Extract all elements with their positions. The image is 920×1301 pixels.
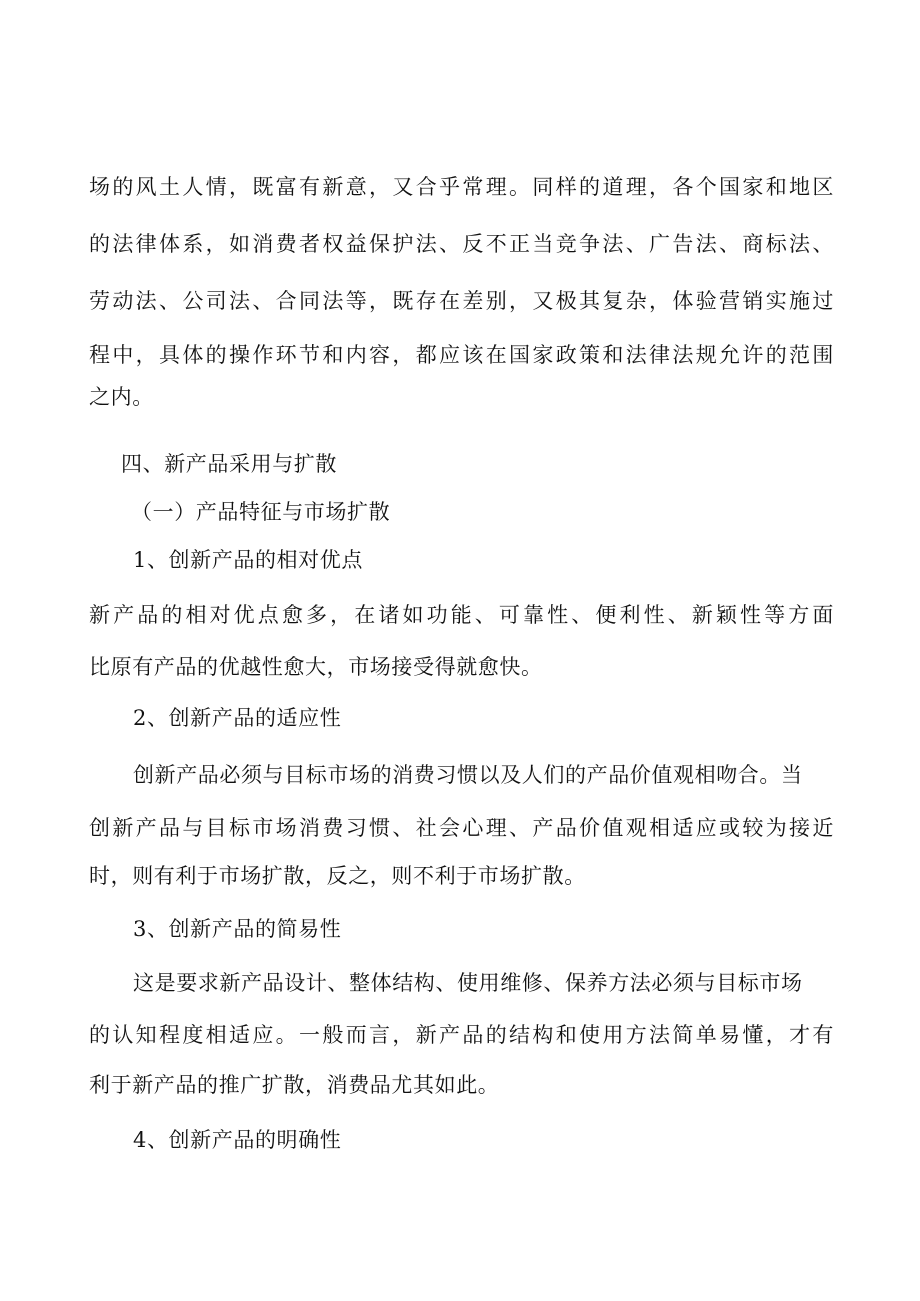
paragraph-line: 的法律体系，如消费者权益保护法、反不正当竞争法、广告法、商标法、 [89,232,834,256]
subsection-heading: （一）产品特征与市场扩散 [131,500,391,524]
paragraph-line: 创新产品与目标市场消费习惯、社会心理、产品价值观相适应或较为接近 [89,816,834,840]
section-heading: 四、新产品采用与扩散 [121,452,337,476]
paragraph-line: 劳动法、公司法、合同法等，既存在差别，又极其复杂，体验营销实施过 [89,289,834,313]
paragraph-line: 时，则有利于市场扩散，反之，则不利于市场扩散。 [89,864,586,888]
item-1-heading: 1、创新产品的相对优点 [133,548,363,572]
paragraph-line: 场的风土人情，既富有新意，又合乎常理。同样的道理，各个国家和地区 [89,175,834,199]
paragraph-line: 之内。 [89,385,154,409]
item-2-heading: 2、创新产品的适应性 [133,706,342,730]
paragraph-line: 程中，具体的操作环节和内容，都应该在国家政策和法律法规允许的范围 [89,343,834,367]
paragraph-line: 比原有产品的优越性愈大，市场接受得就愈快。 [89,655,543,679]
paragraph-line: 创新产品必须与目标市场的消费习惯以及人们的产品价值观相吻合。当 [133,763,803,787]
item-4-heading: 4、创新产品的明确性 [133,1128,342,1152]
paragraph-line: 的认知程度相适应。一般而言，新产品的结构和使用方法简单易懂，才有 [89,1023,834,1047]
paragraph-line: 利于新产品的推广扩散，消费品尤其如此。 [89,1073,500,1097]
paragraph-line: 新产品的相对优点愈多，在诸如功能、可靠性、便利性、新颖性等方面 [89,603,834,627]
paragraph-line: 这是要求新产品设计、整体结构、使用维修、保养方法必须与目标市场 [133,971,803,995]
item-3-heading: 3、创新产品的简易性 [133,917,342,941]
